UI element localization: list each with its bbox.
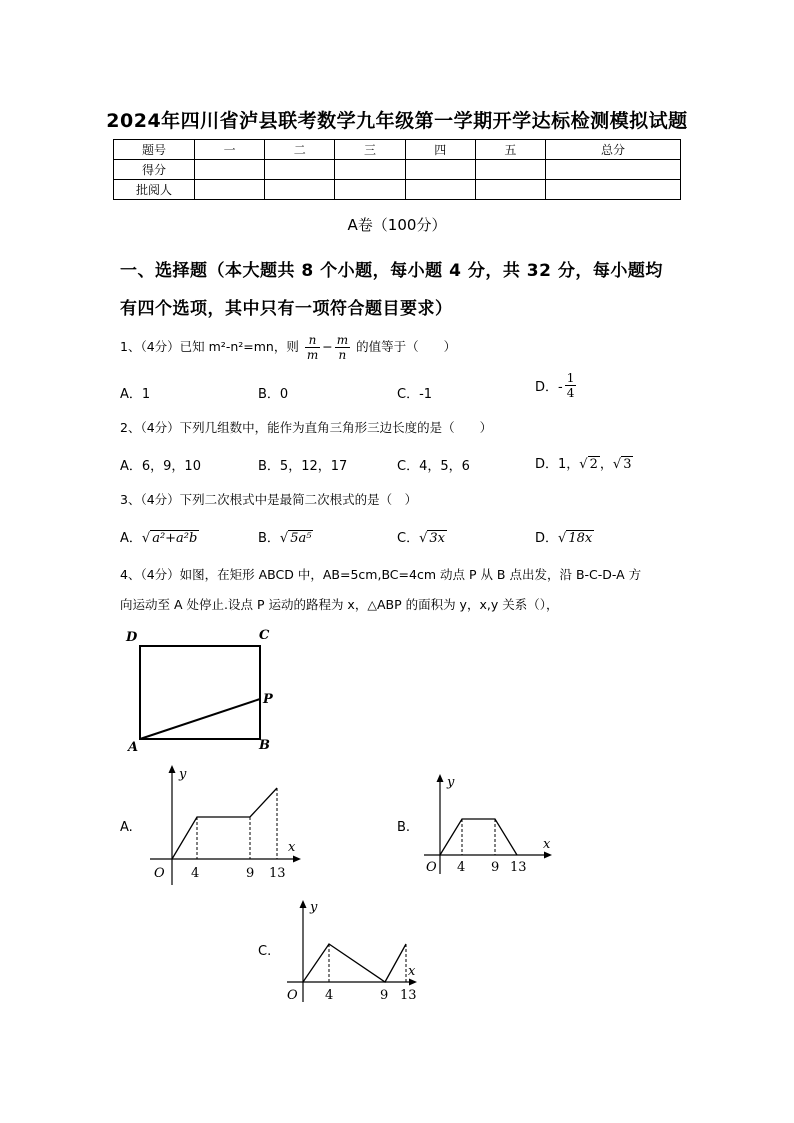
svg-text:9: 9: [246, 866, 255, 881]
q3-option-d[interactable]: D．√ 18x: [535, 531, 593, 546]
graph-a-line: [172, 788, 277, 859]
q4-option-c-label[interactable]: C.: [258, 944, 272, 959]
table-cell: 一: [195, 140, 265, 160]
question-1-suffix: 的值等于（ ）: [356, 339, 457, 354]
fraction-n-over-m: $\frac{n}{m}$: [306, 333, 319, 362]
table-cell: 五: [475, 140, 545, 160]
table-cell[interactable]: [195, 160, 265, 180]
table-cell[interactable]: [405, 180, 475, 200]
svg-text:x: x: [288, 840, 296, 855]
rectangle-abcd: [140, 646, 260, 739]
table-cell: 总分: [546, 140, 681, 160]
label-c: C: [259, 628, 270, 643]
table-row: [114, 160, 681, 180]
table-cell[interactable]: [546, 180, 681, 200]
table-cell[interactable]: [335, 160, 405, 180]
label-b: B: [259, 738, 270, 753]
svg-text:O: O: [154, 866, 165, 881]
svg-text:13: 13: [269, 866, 286, 881]
graph-c-line: [303, 944, 406, 982]
svg-text:x: x: [543, 837, 551, 852]
label-a: A: [128, 740, 139, 755]
sqrt-expression: √ 2: [579, 457, 598, 472]
q3-option-c[interactable]: C．√ 3x: [397, 531, 445, 546]
sqrt-expression: √ a²+a²b: [141, 531, 198, 546]
question-4-line1: 4、（4分）如图，在矩形 ABCD 中，AB=5cm,BC=4cm 动点 P 从 B 点出发，沿 B-C-D-A 方: [120, 567, 642, 582]
svg-text:4: 4: [191, 866, 200, 881]
table-cell[interactable]: [335, 180, 405, 200]
question-2: 2、（4分）下列几组数中，能作为直角三角形三边长度的是（ ）: [120, 420, 493, 435]
table-cell: 三: [335, 140, 405, 160]
graph-option-c: [283, 896, 423, 1006]
table-cell[interactable]: [265, 160, 335, 180]
svg-text:4: 4: [325, 988, 334, 1003]
section-a-heading: A卷（100分）: [347, 216, 447, 234]
table-cell[interactable]: [475, 180, 545, 200]
score-table: [113, 139, 681, 200]
svg-text:13: 13: [510, 860, 527, 875]
sqrt-expression: √ 3x: [419, 531, 445, 546]
q3-option-b[interactable]: B．√ 5a⁵: [258, 531, 312, 546]
q1-option-a[interactable]: A．1: [120, 387, 151, 402]
table-row: [114, 180, 681, 200]
question-1: [120, 333, 456, 362]
section1-heading-line2: 有四个选项，其中只有一项符合题目要求）: [120, 299, 453, 319]
table-cell: 批阅人: [114, 180, 195, 200]
question-4-line2: 向运动至 A 处停止.设点 P 运动的路程为 x，△ABP 的面积为 y，x,y 关系（），: [120, 597, 559, 612]
q2-option-d[interactable]: D．1，√ 2 ，√ 3: [535, 457, 632, 472]
label-d: D: [126, 630, 138, 645]
svg-text:y: y: [310, 900, 318, 915]
fraction-one-quarter: $\frac{1}{4}$: [566, 371, 575, 400]
svg-text:x: x: [408, 964, 416, 979]
table-cell[interactable]: [195, 180, 265, 200]
minus-sign: −: [322, 339, 333, 354]
q2-option-b[interactable]: B．5，12，17: [258, 459, 348, 474]
sqrt-expression: √ 18x: [558, 531, 593, 546]
svg-text:13: 13: [400, 988, 417, 1003]
q4-option-b-label[interactable]: B.: [397, 820, 411, 835]
q3-option-a[interactable]: A．√ a²+a²b: [120, 531, 198, 546]
rectangle-figure: [120, 625, 290, 755]
table-cell: 题号: [114, 140, 195, 160]
graph-b-line: [440, 819, 517, 855]
svg-text:y: y: [447, 775, 455, 790]
table-cell: 四: [405, 140, 475, 160]
q4-option-a-label[interactable]: A.: [120, 820, 133, 835]
svg-text:9: 9: [380, 988, 389, 1003]
table-cell: 得分: [114, 160, 195, 180]
question-3: 3、（4分）下列二次根式中是最简二次根式的是（ ）: [120, 492, 418, 507]
segment-ap: [140, 699, 260, 739]
svg-text:O: O: [426, 860, 437, 875]
sqrt-expression: √ 3: [612, 457, 632, 472]
section1-heading-line1: 一、选择题（本大题共 8 个小题，每小题 4 分，共 32 分，每小题均: [120, 261, 663, 281]
graph-option-b: [420, 770, 560, 880]
table-row: [114, 140, 681, 160]
table-cell[interactable]: [265, 180, 335, 200]
table-cell: 二: [265, 140, 335, 160]
sqrt-expression: √ 5a⁵: [279, 531, 312, 546]
q2-option-a[interactable]: A．6，9，10: [120, 459, 201, 474]
svg-text:9: 9: [491, 860, 500, 875]
page-title: 2024年四川省泸县联考数学九年级第一学期开学达标检测模拟试题: [106, 110, 688, 132]
fraction-m-over-n: $\frac{m}{n}$: [336, 333, 349, 362]
q1-option-c[interactable]: C．-1: [397, 387, 433, 402]
graph-option-a: [140, 763, 305, 888]
table-cell[interactable]: [546, 160, 681, 180]
q1-option-b[interactable]: B．0: [258, 387, 289, 402]
svg-text:O: O: [287, 988, 298, 1003]
label-p: P: [263, 692, 273, 707]
q2-option-c[interactable]: C．4，5，6: [397, 459, 470, 474]
table-cell[interactable]: [405, 160, 475, 180]
svg-text:4: 4: [457, 860, 466, 875]
svg-text:y: y: [179, 767, 187, 782]
question-1-prefix: 1、（4分）已知 m²-n²=mn，则: [120, 339, 299, 354]
q1-option-d[interactable]: D．- $\frac{1}{4}$: [535, 371, 575, 400]
table-cell[interactable]: [475, 160, 545, 180]
